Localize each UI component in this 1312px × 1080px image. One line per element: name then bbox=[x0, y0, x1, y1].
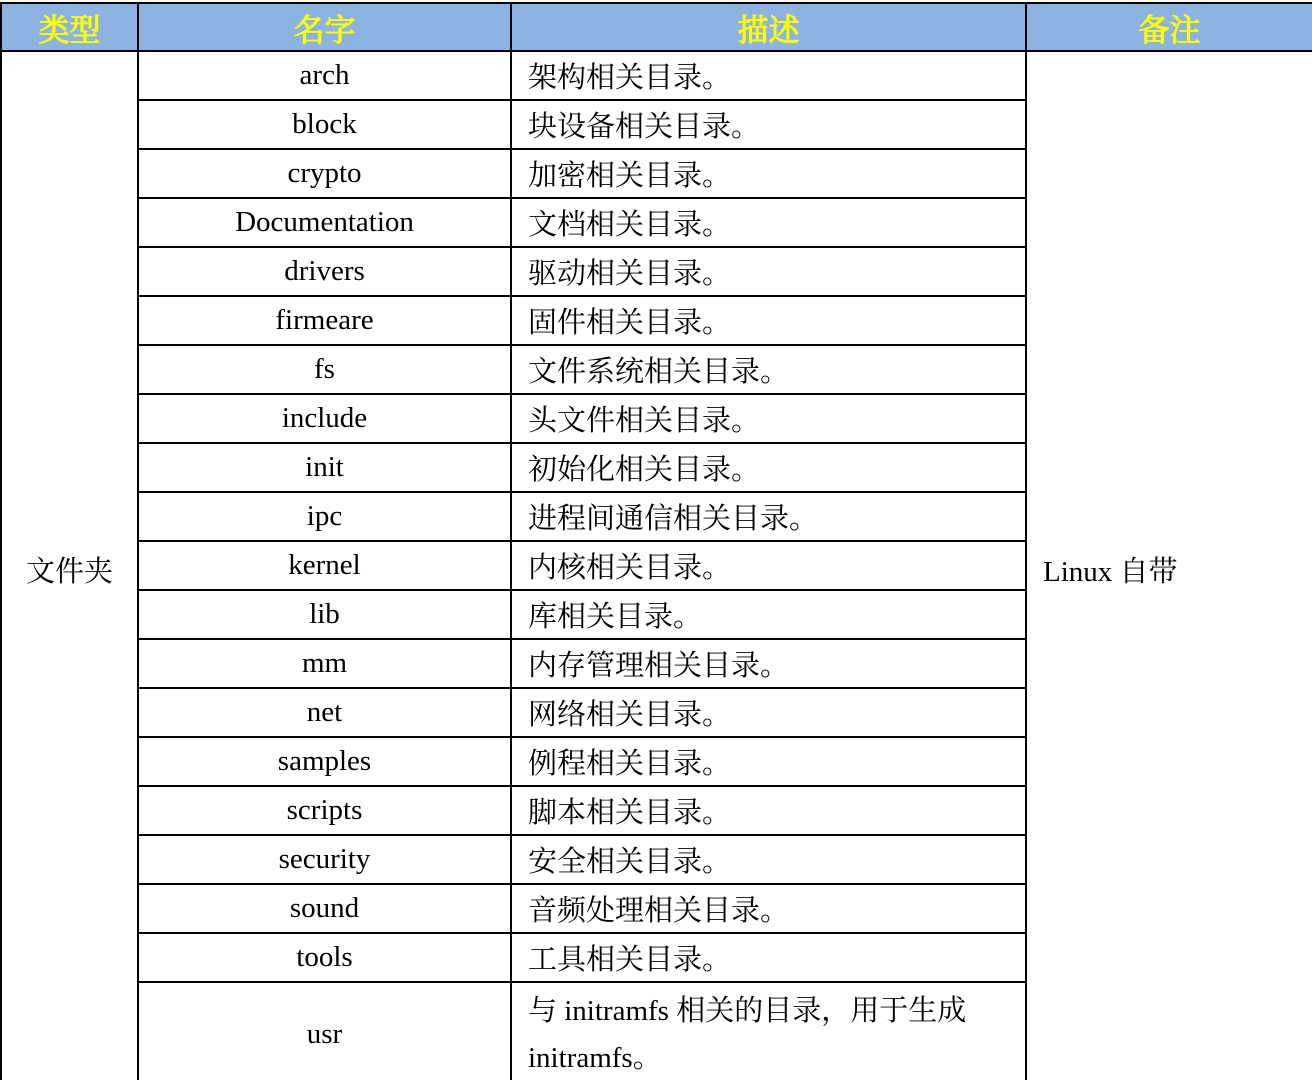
description-cell: 文档相关目录。 bbox=[511, 198, 1026, 247]
description-cell: 脚本相关目录。 bbox=[511, 786, 1026, 835]
name-cell: arch bbox=[138, 51, 511, 100]
name-cell: kernel bbox=[138, 541, 511, 590]
name-cell: ipc bbox=[138, 492, 511, 541]
name-cell: lib bbox=[138, 590, 511, 639]
description-cell: 安全相关目录。 bbox=[511, 835, 1026, 884]
description-cell: 驱动相关目录。 bbox=[511, 247, 1026, 296]
description-cell: 库相关目录。 bbox=[511, 590, 1026, 639]
name-cell: fs bbox=[138, 345, 511, 394]
table-body bbox=[1, 51, 1312, 1080]
name-cell: drivers bbox=[138, 247, 511, 296]
header-note: 备注 bbox=[1026, 3, 1312, 51]
name-cell: security bbox=[138, 835, 511, 884]
name-cell: samples bbox=[138, 737, 511, 786]
directory-table-container bbox=[0, 2, 1312, 1080]
name-cell: net bbox=[138, 688, 511, 737]
type-cell: 文件夹 bbox=[1, 51, 138, 1080]
description-cell: 加密相关目录。 bbox=[511, 149, 1026, 198]
header-name: 名字 bbox=[138, 3, 511, 51]
description-cell: 内核相关目录。 bbox=[511, 541, 1026, 590]
name-cell: Documentation bbox=[138, 198, 511, 247]
description-cell: 块设备相关目录。 bbox=[511, 100, 1026, 149]
header-type: 类型 bbox=[1, 3, 138, 51]
table-row bbox=[1, 51, 1312, 100]
description-cell: 网络相关目录。 bbox=[511, 688, 1026, 737]
name-cell: scripts bbox=[138, 786, 511, 835]
name-cell: usr bbox=[138, 982, 511, 1080]
name-cell: tools bbox=[138, 933, 511, 982]
name-cell: mm bbox=[138, 639, 511, 688]
description-cell: 例程相关目录。 bbox=[511, 737, 1026, 786]
description-cell: 文件系统相关目录。 bbox=[511, 345, 1026, 394]
directory-table bbox=[0, 2, 1312, 1080]
header-row bbox=[1, 3, 1312, 51]
name-cell: init bbox=[138, 443, 511, 492]
description-cell: 初始化相关目录。 bbox=[511, 443, 1026, 492]
name-cell: sound bbox=[138, 884, 511, 933]
description-cell: 固件相关目录。 bbox=[511, 296, 1026, 345]
description-cell: 音频处理相关目录。 bbox=[511, 884, 1026, 933]
note-cell: Linux 自带 bbox=[1026, 51, 1312, 1080]
name-cell: include bbox=[138, 394, 511, 443]
name-cell: crypto bbox=[138, 149, 511, 198]
description-cell: 进程间通信相关目录。 bbox=[511, 492, 1026, 541]
description-cell: 头文件相关目录。 bbox=[511, 394, 1026, 443]
name-cell: firmeare bbox=[138, 296, 511, 345]
description-cell: 内存管理相关目录。 bbox=[511, 639, 1026, 688]
description-cell: 工具相关目录。 bbox=[511, 933, 1026, 982]
name-cell: block bbox=[138, 100, 511, 149]
header-description: 描述 bbox=[511, 3, 1026, 51]
description-cell: 架构相关目录。 bbox=[511, 51, 1026, 100]
description-cell: 与 initramfs 相关的目录，用于生成 initramfs。 bbox=[511, 982, 1026, 1080]
